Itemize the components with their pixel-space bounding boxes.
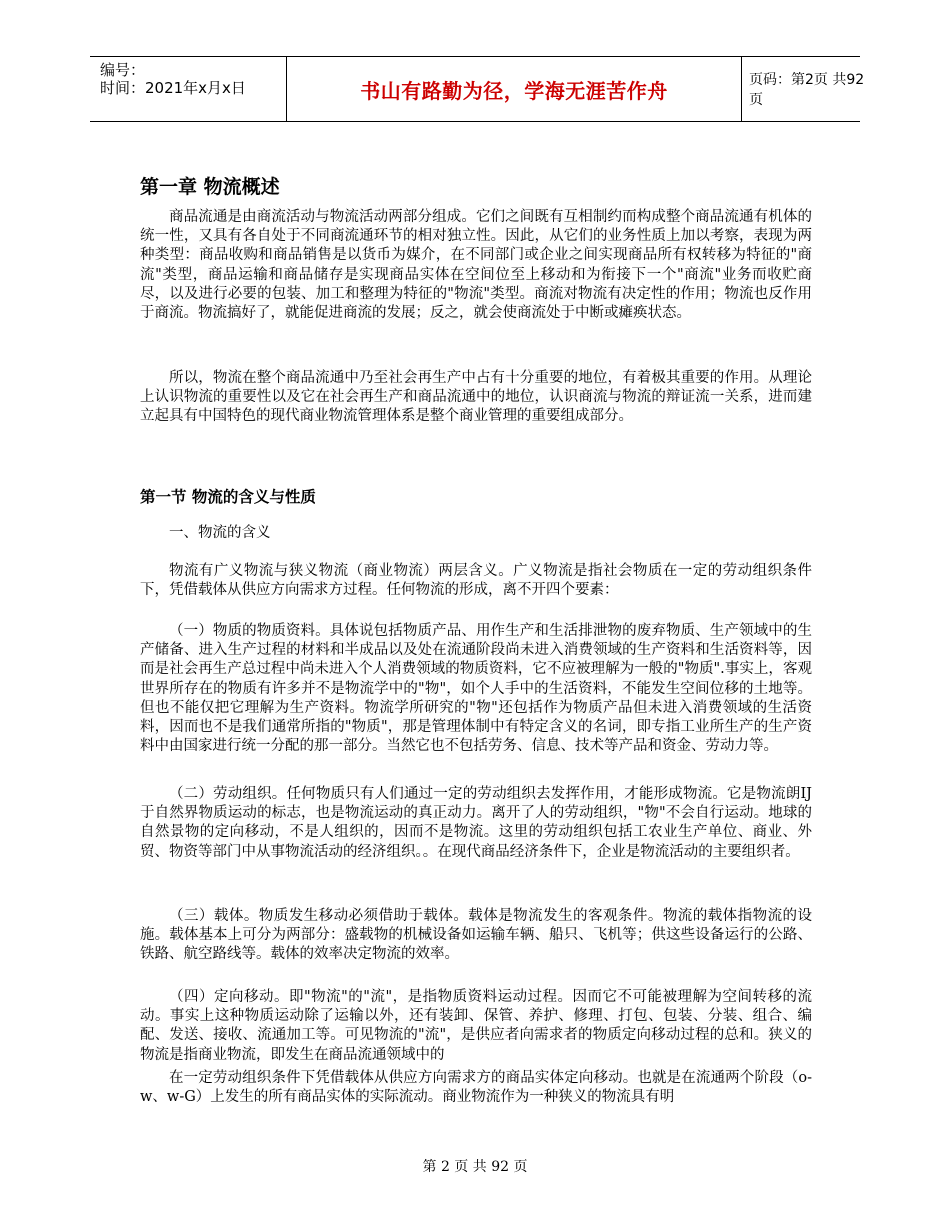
paragraph: 商品流通是由商流活动与物流活动两部分组成。它们之间既有互相制约而构成整个商品流通有机体的统一性，又具有各自处于不同商流通环节的相对独立性。因此，从它们的业务性质上加以考察，表现为两种类型：商品收购和商品销售是以货币为媒介，在不同部门或企业之间实现商品所有权转移为特征的"商流"类型，商品运输和商品储存是实现商品实体在空间位至上移动和为衔接下一个"商流"业务而收贮商尽，以及进行必要的包装、加工和整理为特征的"物流"类型。商流对物流有决定性的作用；物流也反作用于商流。物流搞好了，就能促进商流的发展；反之，就会使商流处于中断或瘫痪状态。 [140,209,812,322]
paragraph: 所以，物流在整个商品流通中乃至社会再生产中占有十分重要的地位，有着极其重要的作用。从理论上认识物流的重要性以及它在社会再生产和商品流通中的地位，认识商流与物流的辩证流一关系，进而建立起具有中国特色的现代商业物流管理体系是整个商业管理的重要组成部分。 [140,370,812,425]
page-header [90,56,865,122]
paragraph: （四）定向移动。即"物流"的"流"，是指物质资料运动过程。因而它不可能被理解为空间转移的流动。事实上这种物质运动除了运输以外，还有装卸、保管、养护、修理、打包、包装、分装、组合、编配、发送、接收、流通加工等。可见物流的"流"，是供应者向需求者的物质定向移动过程的总和。狭义的物流是指商业物流，即发生在商品流通领域中的 [140,989,812,1063]
page-footer: 第 2 页 共 92 页 [422,1159,528,1175]
paragraph: （三）载体。物质发生移动必须借助于载体。载体是物流发生的客观条件。物流的载体指物流的设施。载体基本上可分为两部分：盛载物的机械设备如运输车辆、船只、飞机等；供这些设备运行的公路、铁路、航空路线等。载体的效率决定物流的效率。 [140,908,812,963]
header-page-cell [741,57,868,121]
paragraph: （一）物质的物质资料。具体说包括物质产品、用作生产和生活排泄物的废弃物质、生产领域中的生产储备、进入生产过程的材料和半成品以及处在流通阶段尚未进入消费领域的生产资料和生活资料等，因而是社会再生产总过程中尚未进入个人消费领域的物质资料，它不应被理解为一般的"物质".事实上，客观世界所存在的物质有许多并不是物流学中的"物"，如个人手中的生活资料，不能发生空间位移的土地等。但也不能仅把它理解为生产资料。物流学所研究的"物"还包括作为物质产品但未进入消费领域的生活资料，因而也不是我们通常所指的"物质"，那是管理体制中有特定含义的名词，即专指工业所生产的生产资料中由国家进行统一分配的那一部分。当然它也不包括劳务、信息、技术等产品和资金、劳动力等。 [140,623,812,755]
serial-label: 编号： [100,61,146,79]
header-motto-cell [286,57,742,121]
paragraph: 在一定劳动组织条件下凭借载体从供应方向需求方的商品实体定向移动。也就是在流通两个阶段（o-w、w-G）上发生的所有商品实体的实际流动。商业物流作为一种狭义的物流具有明 [140,1070,812,1106]
subsection-title: 一、物流的含义 [169,525,271,541]
header-meta [90,57,286,121]
page-info: 页码：第2页 共92页 [749,72,865,108]
chapter-title: 第一章 物流概述 [140,176,280,198]
paragraph: 物流有广义物流与狭义物流（商业物流）两层含义。广义物流是指社会物质在一定的劳动组织条件下，凭借载体从供应方向需求方过程。任何物流的形成，离不开四个要素： [140,563,812,599]
section-title: 第一节 物流的含义与性质 [140,488,316,506]
paragraph: （二）劳动组织。任何物质只有人们通过一定的劳动组织去发挥作用，才能形成物流。它是物流朗IJ于自然界物质运动的标志，也是物流运动的真正动力。离开了人的劳动组织，"物"不会自行运动。地球的自然景物的定向移动，不是人组织的，因而不是物流。这里的劳动组织包括工农业生产单位、商业、外贸、物资等部门中从事物流活动的经济组织。。在现代商品经济条件下，企业是物流活动的主要组织者。 [140,786,812,860]
motto: 书山有路勤为径，学海无涯苦作舟 [360,78,668,103]
time-label: 时间：2021年x月x日 [100,79,246,97]
